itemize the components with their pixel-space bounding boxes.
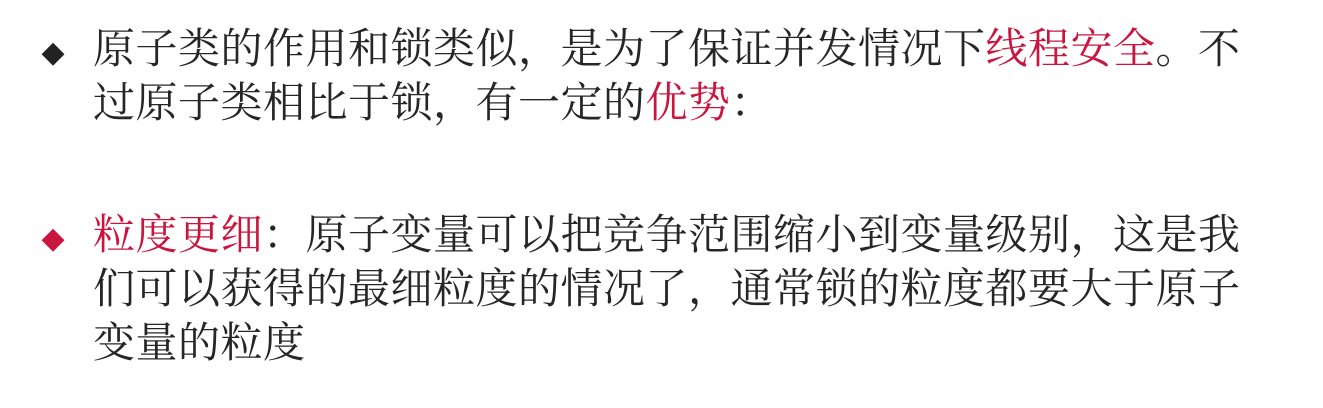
highlight-advantage: 优势 bbox=[645, 78, 731, 127]
text-segment: 原子类的作用和锁类似，是为了保证并发情况下 bbox=[93, 24, 986, 73]
bullet-text bbox=[93, 208, 1278, 370]
text-segment: ： bbox=[730, 78, 774, 127]
highlight-thread-safety: 线程安全 bbox=[985, 24, 1156, 73]
diamond-bullet-icon: ◆ bbox=[41, 221, 65, 256]
text-segment: ：原子变量可以把竞争范围缩小到变量级别，这是我们可以获得的最细粒度的情况了，通常锁的粒度都要大于原子变量的粒度 bbox=[93, 210, 1241, 367]
highlight-finer-granularity: 粒度更细 bbox=[93, 210, 264, 259]
diamond-bullet-icon: ◆ bbox=[41, 35, 65, 70]
text-segment: 。不过原子类相比于锁，有一定的 bbox=[93, 24, 1241, 127]
bullet-text bbox=[93, 22, 1278, 130]
